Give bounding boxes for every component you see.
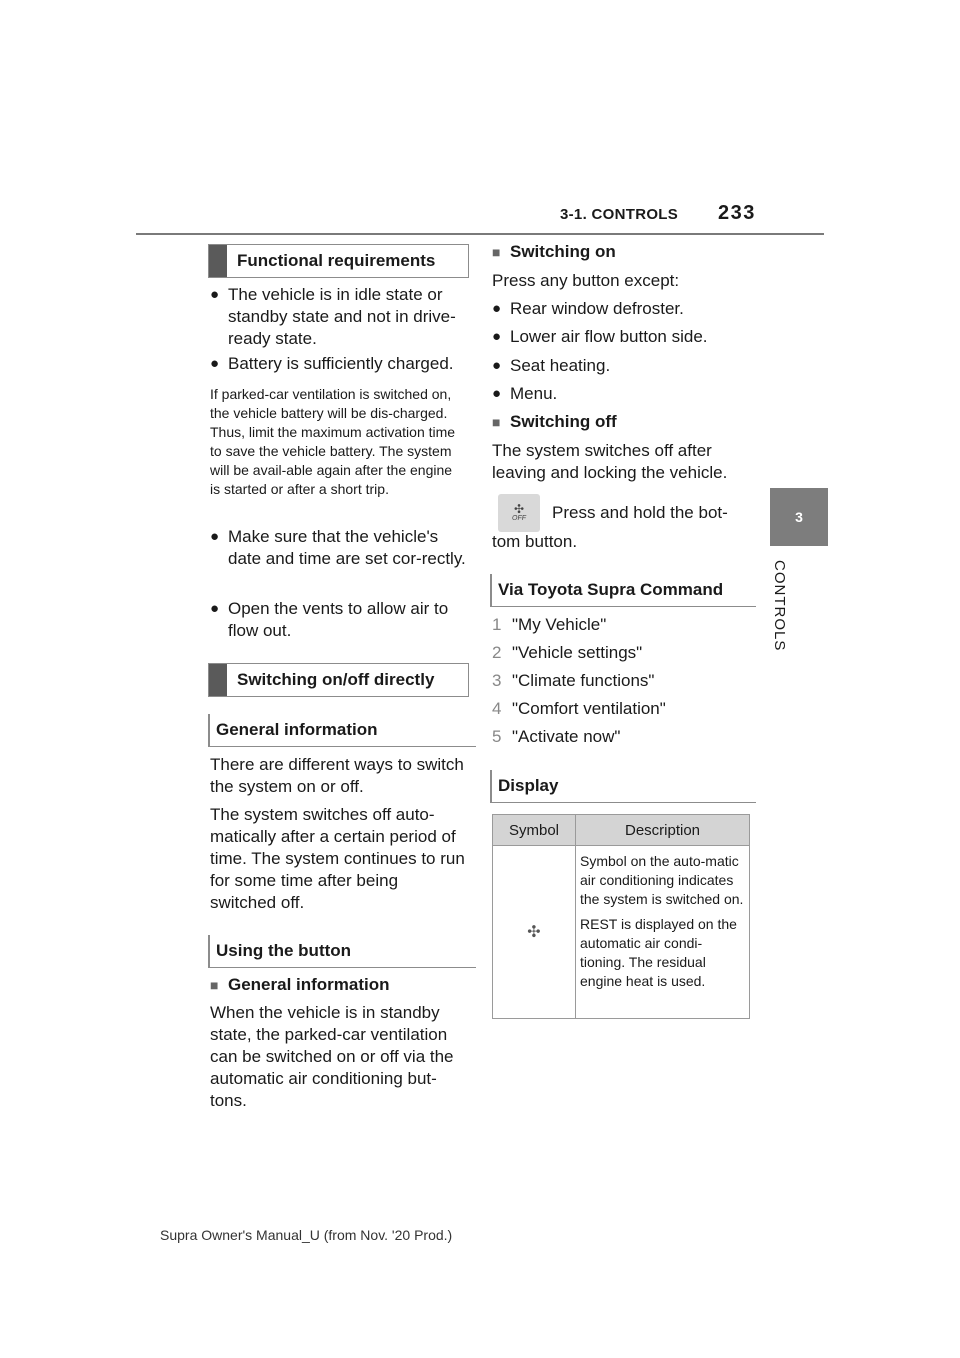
step-number: 3 — [492, 671, 502, 690]
subsection-title — [492, 411, 748, 433]
heading-bar — [209, 664, 227, 696]
paragraph: The system switches off auto-matically after a certain period of time. The system continues to run for some time after being switched off. — [210, 805, 465, 912]
step-text: "My Vehicle" — [512, 615, 607, 634]
paragraph: When the vehicle is in standby state, the parked-car ventilation can be switched on or off via the automatic air conditioning but-tons. — [210, 1003, 454, 1110]
description-text: REST is displayed on the automatic air condi-tioning. The residual engine heat is used. — [580, 916, 737, 989]
list-item — [210, 284, 466, 350]
list-item — [492, 383, 748, 405]
command-heading: Via Toyota Supra Command — [490, 574, 756, 607]
list-item — [210, 598, 466, 642]
square-icon: ■ — [492, 244, 501, 260]
list-item-text: Rear window defroster. — [510, 299, 684, 318]
square-icon: ■ — [492, 414, 501, 430]
step-text: "Comfort ventilation" — [512, 699, 666, 718]
square-icon: ■ — [210, 977, 219, 993]
paragraph: tom button. — [492, 532, 578, 551]
subsection-title — [492, 241, 748, 263]
functional-requirements-heading — [208, 244, 469, 278]
note-text: If parked-car ventilation is switched on, the vehicle battery will be dis-charged. Thus, limit the maximum activation time to save the vehicle battery. The system will be avail-able again after the engine is started or after a short trip. — [210, 386, 456, 497]
list-item — [210, 526, 466, 570]
step-text: "Climate functions" — [512, 671, 655, 690]
table-header-row — [493, 815, 750, 846]
step-item — [492, 614, 748, 642]
using-button-heading: Using the button — [208, 935, 476, 968]
step-text: "Activate now" — [512, 727, 621, 746]
bullet-icon: ● — [210, 286, 220, 303]
paragraph: Press any button except: — [492, 271, 680, 290]
subsection-title — [210, 974, 466, 996]
subsection-title-text: Switching on — [510, 242, 616, 261]
list-item — [210, 353, 468, 375]
step-number: 2 — [492, 643, 502, 662]
step-item — [492, 726, 748, 754]
bullet-icon: ● — [492, 357, 502, 374]
step-item — [492, 670, 748, 698]
bullet-icon: ● — [210, 600, 220, 617]
display-heading: Display — [490, 770, 756, 803]
page-number: 233 — [718, 202, 756, 224]
column-header-symbol: Symbol — [493, 815, 576, 846]
switching-heading — [208, 663, 469, 697]
step-item — [492, 642, 748, 670]
chapter-number: 3 — [795, 509, 803, 525]
fan-icon: ✣ — [513, 502, 525, 516]
description-cell — [576, 846, 750, 1019]
step-number: 1 — [492, 615, 502, 634]
subsection-title-text: General information — [228, 975, 390, 994]
list-item-text: The vehicle is in idle state or standby state and not in drive-ready state. — [228, 285, 456, 348]
heading-text: Switching on/off directly — [237, 670, 435, 689]
symbol-cell — [493, 846, 576, 1019]
step-number: 5 — [492, 727, 502, 746]
subsection-title-text: Switching off — [510, 412, 617, 431]
table-row — [493, 846, 750, 1019]
list-item-text: Battery is sufficiently charged. — [228, 354, 454, 373]
paragraph: Press and hold the bot- — [552, 503, 728, 522]
bullet-icon: ● — [210, 355, 220, 372]
heading-text: Functional requirements — [237, 251, 436, 270]
symbol-table — [492, 814, 750, 1019]
step-number: 4 — [492, 699, 502, 718]
chapter-label — [760, 560, 800, 660]
steps-list — [492, 614, 748, 754]
bullet-icon: ● — [492, 385, 502, 402]
bullet-icon: ● — [492, 300, 502, 317]
list-item — [492, 355, 748, 377]
column-header-description: Description — [576, 815, 750, 846]
fan-off-button-icon — [498, 494, 540, 532]
step-item — [492, 698, 748, 726]
fan-icon: ✣ — [527, 923, 541, 941]
chapter-tab — [770, 488, 828, 546]
description-text: Symbol on the auto-matic air conditioning indicates the system is switched on. — [580, 853, 744, 907]
general-info-heading: General information — [208, 714, 476, 747]
section-title: 3-1. CONTROLS — [560, 206, 679, 223]
list-item-text: Seat heating. — [510, 356, 611, 375]
chapter-label-text: CONTROLS — [771, 560, 788, 652]
bullet-icon: ● — [492, 328, 502, 345]
header-rule — [136, 233, 824, 235]
button-icon-label: OFF — [512, 515, 526, 522]
bullet-icon: ● — [210, 528, 220, 545]
list-item — [492, 298, 748, 320]
paragraph: There are different ways to switch the system on or off. — [210, 755, 464, 796]
list-item-text: Make sure that the vehicle's date and time are set cor-rectly. — [228, 527, 466, 568]
list-item-text: Menu. — [510, 384, 558, 403]
list-item-text: Open the vents to allow air to flow out. — [228, 599, 449, 640]
step-text: "Vehicle settings" — [512, 643, 643, 662]
list-item — [492, 326, 748, 348]
paragraph: The system switches off after leaving and locking the vehicle. — [492, 441, 728, 482]
heading-bar — [209, 245, 227, 277]
list-item-text: Lower air flow button side. — [510, 327, 708, 346]
footer-text: Supra Owner's Manual_U (from Nov. '20 Prod.) — [160, 1227, 453, 1243]
